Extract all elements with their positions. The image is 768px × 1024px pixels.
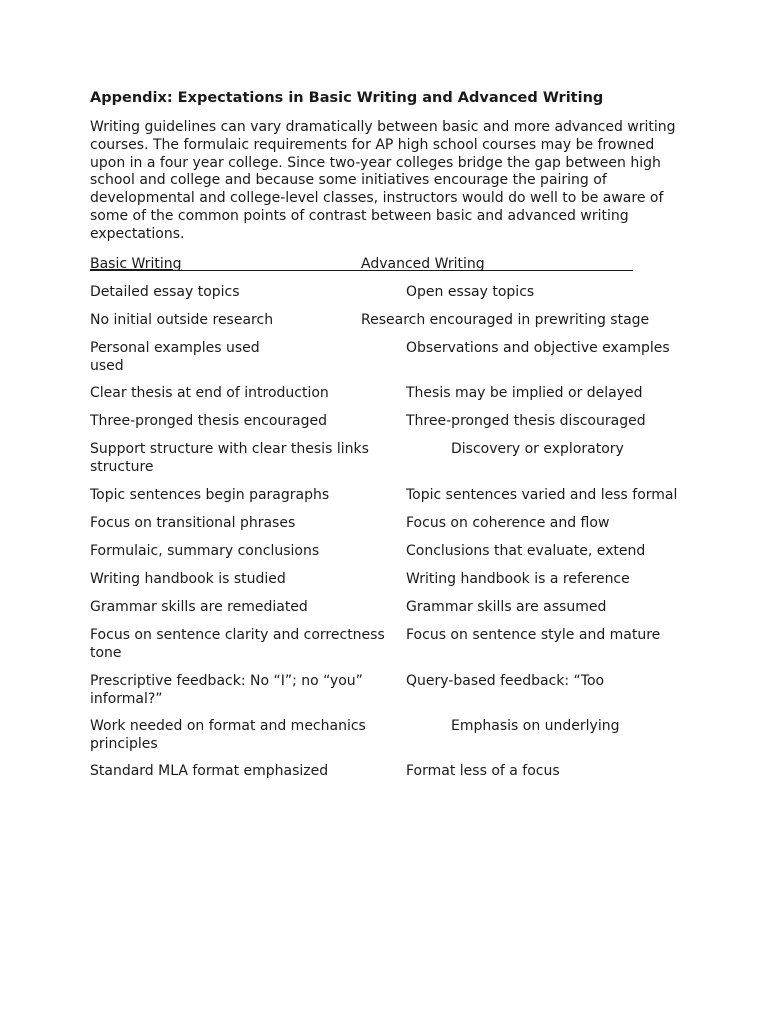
- advanced-writing-cell: Research encouraged in prewriting stage: [361, 312, 650, 328]
- document-title: Appendix: Expectations in Basic Writing and Advanced Writing: [90, 90, 604, 106]
- advanced-writing-cell: Query-based feedback: “Too: [406, 673, 605, 689]
- basic-writing-cell: Three-pronged thesis encouraged: [90, 413, 328, 429]
- intro-line: some of the common points of contrast between basic and advanced writing: [90, 207, 629, 224]
- header-advanced-writing: Advanced Writing: [361, 256, 485, 272]
- advanced-writing-cell: Discovery or exploratory: [451, 441, 624, 457]
- wrapped-text: informal?”: [90, 691, 163, 707]
- basic-writing-cell: Work needed on format and mechanics: [90, 718, 366, 734]
- basic-writing-cell: Topic sentences begin paragraphs: [90, 487, 330, 503]
- advanced-writing-cell: Format less of a focus: [406, 763, 560, 779]
- basic-writing-cell: Clear thesis at end of introduction: [90, 385, 329, 401]
- intro-line: Writing guidelines can vary dramatically between basic and more advanced writing: [90, 119, 676, 135]
- intro-line: upon in a four year college. Since two-year colleges bridge the gap between high: [90, 154, 661, 171]
- basic-writing-cell: Focus on transitional phrases: [90, 515, 296, 531]
- advanced-writing-cell: Grammar skills are assumed: [406, 599, 607, 615]
- advanced-writing-cell: Observations and objective examples: [406, 340, 670, 356]
- wrapped-text: used: [90, 358, 124, 374]
- basic-writing-cell: Writing handbook is studied: [90, 571, 286, 587]
- advanced-writing-cell: Writing handbook is a reference: [406, 571, 630, 587]
- basic-writing-cell: Personal examples used: [90, 340, 260, 356]
- intro-paragraph: [90, 119, 680, 244]
- advanced-writing-cell: Focus on sentence style and mature: [406, 627, 661, 643]
- intro-line: expectations.: [90, 225, 185, 242]
- basic-writing-cell: Support structure with clear thesis links: [90, 441, 369, 457]
- advanced-writing-cell: Open essay topics: [406, 284, 535, 300]
- wrapped-text: principles: [90, 736, 158, 752]
- intro-line: school and college and because some initiatives encourage the pairing of: [90, 172, 607, 189]
- header-underline: [90, 270, 633, 271]
- basic-writing-cell: Detailed essay topics: [90, 284, 240, 300]
- advanced-writing-cell: Focus on coherence and flow: [406, 515, 610, 531]
- advanced-writing-cell: Thesis may be implied or delayed: [406, 385, 643, 401]
- wrapped-text: tone: [90, 645, 122, 661]
- basic-writing-cell: Grammar skills are remediated: [90, 599, 308, 615]
- advanced-writing-cell: Three-pronged thesis discouraged: [406, 413, 646, 429]
- basic-writing-cell: Standard MLA format emphasized: [90, 763, 329, 779]
- intro-line: developmental and college-level classes, instructors would do well to be aware of: [90, 190, 664, 207]
- basic-writing-cell: Prescriptive feedback: No “I”; no “you”: [90, 673, 363, 689]
- advanced-writing-cell: Emphasis on underlying: [451, 718, 620, 734]
- basic-writing-cell: Focus on sentence clarity and correctness: [90, 627, 385, 643]
- basic-writing-cell: Formulaic, summary conclusions: [90, 543, 320, 559]
- basic-writing-cell: No initial outside research: [90, 312, 274, 328]
- wrapped-text: structure: [90, 459, 154, 475]
- header-basic-writing: Basic Writing: [90, 256, 182, 272]
- advanced-writing-cell: Topic sentences varied and less formal: [406, 487, 678, 503]
- advanced-writing-cell: Conclusions that evaluate, extend: [406, 543, 646, 559]
- intro-line: courses. The formulaic requirements for AP high school courses may be frowned: [90, 136, 655, 153]
